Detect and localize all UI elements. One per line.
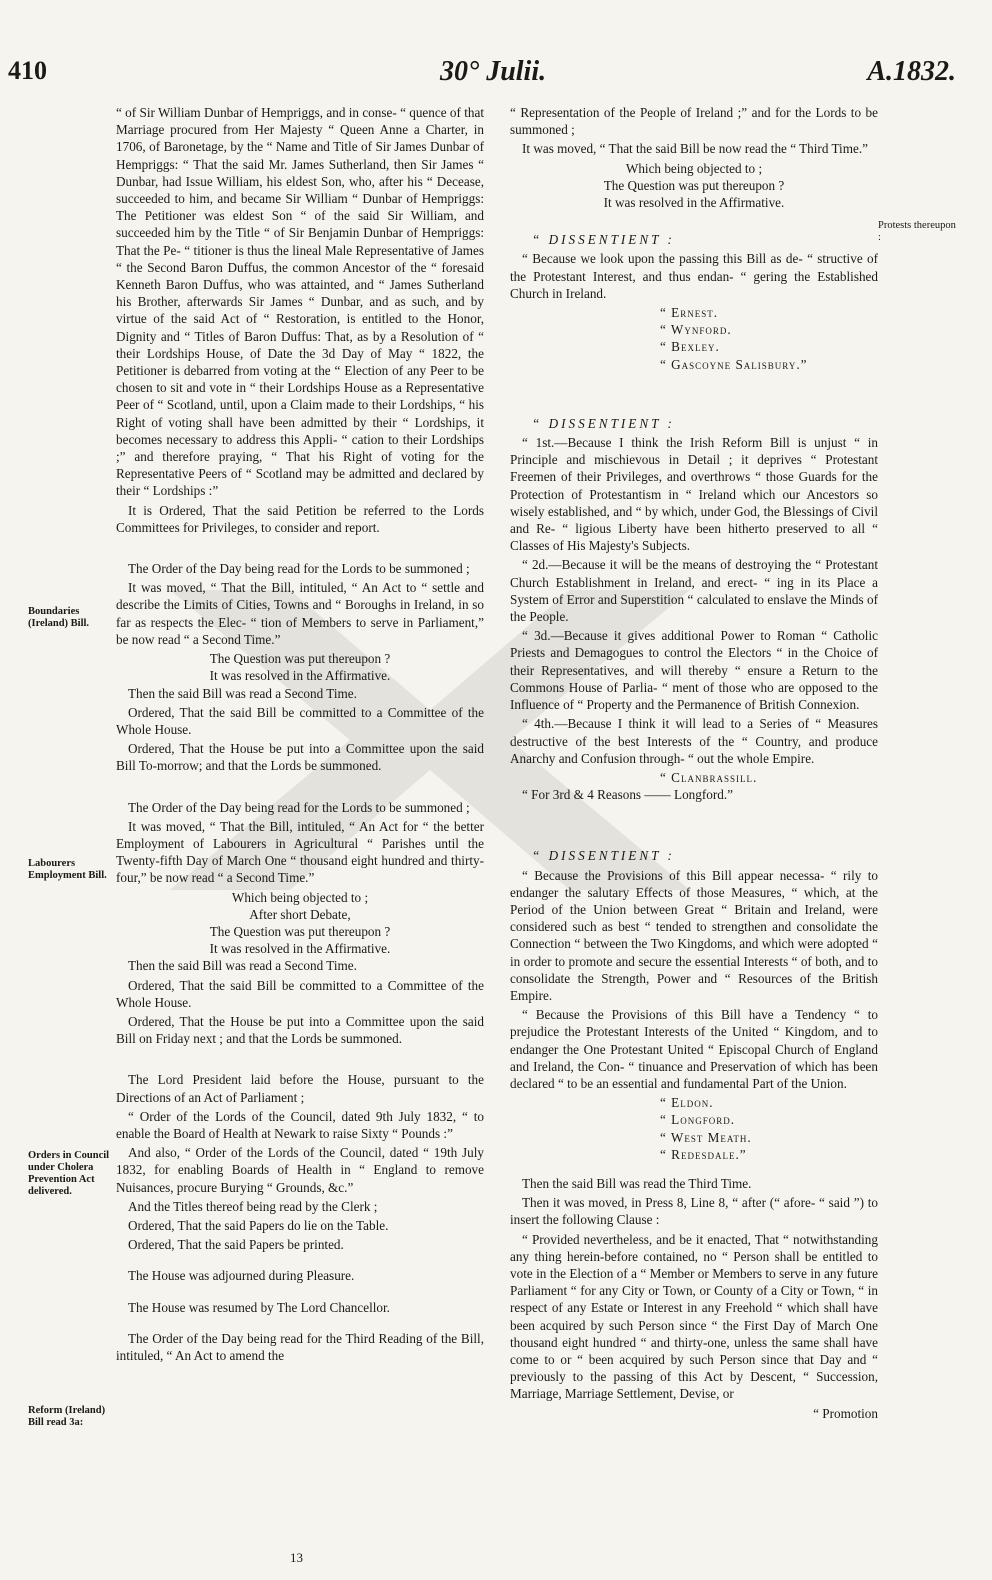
boundaries-motion: It was moved, “ That the Bill, intituled, “ An Act to “ settle and describe the Limits of Cities, Towns and “ Boroughs in Ireland, in so far as respects the Elec- “ tion of Members to serve in Parliament,” be now read “ a Second Time.” [116,580,484,647]
dissentient-heading-2: “ DISSENTIENT : [532,415,675,431]
labourers-resolved: It was resolved in the Affirmative. [209,941,391,957]
page-date: 30° Julii. [440,56,547,87]
house-adjourned: The House was adjourned during Pleasure. [128,1268,355,1284]
catchword: “ Promotion [813,1405,878,1421]
signature-wynford: “ Wynford. [660,322,732,338]
dissentient-3-first: “ Because the Provisions of this Bill appear necessa- “ rily to endanger the salutary Effects of those Measures, “ which, at the Period of the Union between Great “ Britain and Ireland, were considered such as best “ tended to strengthen and consolidate the Connection “ between the Two Kingdoms, and which were adopted “ in order to promote and secure the essential Interests “ of both, and to consolidate the Strength, Power and “ Resources of the British Empire. [510,867,878,1003]
labourers-motion: It was moved, “ That the Bill, intituled, “ An Act for “ the better Employment of Labourers in Agricultural “ Parishes until the Twenty-fifth Day of March One “ thousand eight hundred and thirty-four,” be now read “ a Second Time.” [116,818,484,886]
margin-note-boundaries: Boundaries (Ireland) Bill. [28,606,90,629]
labourers-question: The Question was put thereupon ? [209,923,391,939]
left-column [116,104,484,1366]
margin-note-orders: Orders in Council under Cholera Prevention Act delivered. [28,1150,110,1197]
third-reading: Then the said Bill was read the Third Time. [522,1175,752,1191]
dissentient-1-text: “ Because we look upon the passing this Bill as de- “ structive of the Protestant Interest, and thus endan- “ gering the Established Church in Ireland. [510,251,878,301]
signature-bexley: “ Bexley. [660,339,720,355]
labourers-order-of-day: The Order of the Day being read for the Lords to be summoned ; [128,799,470,815]
orders-england: And also, “ Order of the Lords of the Council, dated “ 19th July 1832, for enabling Boards of Health in “ England to remove Nuisances, procure Burying “ Grounds, &c.” [116,1145,484,1195]
orders-newark: “ Order of the Lords of the Council, dated 9th July 1832, “ to enable the Board of Health at Newark to raise Sixty “ Pounds :” [116,1108,484,1141]
boundaries-committee-tomorrow: Ordered, That the House be put into a Committee upon the said Bill To-morrow; and that the Lords be summoned. [116,741,484,774]
orders-laid: The Lord President laid before the House, pursuant to the Directions of an Act of Parliament ; [116,1072,484,1105]
dissentient-heading-3: “ DISSENTIENT : [532,848,675,864]
clause-motion: Then it was moved, in Press 8, Line 8, “ after (“ afore- “ said ”) to insert the following Clause : [510,1195,878,1228]
signature-longford: “ Longford. [660,1112,736,1128]
reform-motion: It was moved, “ That the said Bill be now read the “ Third Time.” [522,141,868,157]
signature-eldon: “ Eldon. [660,1095,714,1111]
reform-question: The Question was put thereupon ? [603,177,785,193]
orders-titles-read: And the Titles thereof being read by the Clerk ; [128,1198,378,1214]
labourers-second-reading: Then the said Bill was read a Second Time. [128,958,357,974]
margin-note-protests: Protests thereupon : [878,220,956,243]
signature-gascoyne-salisbury: “ Gascoyne Salisbury.” [660,356,808,372]
petition-text: “ of Sir William Dunbar of Hempriggs, and in conse- “ quence of that Marriage procured from Her Majesty “ Queen Anne a Charter, in 1706, of Baronetage, by the “ Name and Title of Sir James Dunbar of Hempriggs: “ That the said Mr. James Sutherland, then Sir James “ Dunbar, had Issue William, his eldest Son, who, after his “ Decease, succeeded to him, and became Sir William “ Dunbar of Hempriggs: The Petitioner was eldest Son “ of the said Sir William, and succeeded him by the Title “ of Sir Benjamin Dunbar of Hempriggs: That the Pe- “ titioner is thus the lineal Male Representative of James “ the Second Baron Duffus, the common Ancestor of the “ foresaid Kenneth Baron Duffus, who was attainted, and “ James Sutherland his Brother, afterwards Sir James “ Dunbar, and as such, and by virtue of the said Act of “ Restoration, is entitled to the Honor, Dignity and “ Titles of Baron Duffus: That, as by a Resolution of “ their Lordships House, of Date the 3d Day of May “ 1822, the Petitioner is debarred from voting at the “ Election of any Peer to be chosen to sit and vote in “ their Lordships House as a Representative Peer of “ Scotland, until, upon a Claim made to their Lordships, “ his Right of voting shall have been admitted by their “ Lordships, it becomes necessary to address this Appli- “ cation to their Lordships ;” and therefore praying, “ That his Right of voting for the Representative Peers of “ Scotland may be admitted and declared by their “ Lordships :” [116,105,484,499]
signature-redesdale: “ Redesdale.” [660,1146,747,1162]
labourers-objected: Which being objected to ; [231,889,369,905]
signature-longford-reasons: “ For 3rd & 4 Reasons —— Longford.” [522,787,733,803]
boundaries-committed: Ordered, That the said Bill be committed to a Committee of the Whole House. [116,704,484,737]
labourers-committed: Ordered, That the said Bill be committed to a Committee of the Whole House. [116,977,484,1010]
signature-ernest: “ Ernest. [660,305,719,321]
reform-continuation: “ Representation of the People of Ireland ;” and for the Lords to be summoned ; [510,105,878,138]
dissentient-2-third: “ 3d.—Because it gives additional Power to Roman “ Catholic Priests and Demagogues to control the Electors “ in the Choice of their Representatives, and will thereby “ ensure a Return to the Commons House of Parlia- “ ment of those who are opposed to the Influence of “ Property and the Permanence of British Connexion. [510,628,878,713]
signature-clanbrassill: “ Clanbrassill. [660,769,758,785]
footer-signature-mark: 13 [290,1550,303,1565]
page-year: A.1832. [867,56,956,87]
labourers-committee-friday: Ordered, That the House be put into a Committee upon the said Bill on Friday next ; and that the Lords be summoned. [116,1013,484,1047]
boundaries-resolved: It was resolved in the Affirmative. [209,668,391,684]
signature-west-meath: “ West Meath. [660,1129,752,1145]
dissentient-2-fourth: “ 4th.—Because I think it will lead to a Series of “ Measures destructive of the best Interests of the “ Country, and produce Anarchy and Confusion through- “ out the whole Empire. [510,716,878,766]
dissentient-2-first: “ 1st.—Because I think the Irish Reform Bill is unjust “ in Principle and mischievous in Detail ; it deprives “ Protestant Freemen of their Privileges, and overthrows “ those Guards for the Protection of Protestantism in “ Ireland which our Ancestors so wisely established, and “ by which, under God, the Blessings of Civil and Re- “ ligious Liberty have been hitherto preserved to all “ Classes of His Majesty's Subjects. [510,435,878,554]
labourers-debate: After short Debate, [249,906,351,922]
page-number: 410 [8,56,47,85]
dissentient-2-second: “ 2d.—Because it will be the means of destroying the “ Protestant Church Establishment in Ireland, and erect- “ ing in its Place a System of Error and Superstition “ calculated to enslave the Minds of the People. [510,557,878,625]
dissentient-heading-1: “ DISSENTIENT : [532,232,675,248]
reform-order-of-day: The Order of the Day being read for the Third Reading of the Bill, intituled, “ An Act to amend the [116,1330,484,1363]
dissentient-3-second: “ Because the Provisions of this Bill have a Tendency “ to prejudice the Protestant Interests of the United “ Kingdom, and to endanger the One Protestant United “ Episcopal Church of England and Ireland, the Con- “ tinuance and Preservation of which has been declared “ to be an essential and fundamental Part of the Union. [510,1007,878,1091]
boundaries-order-of-day: The Order of the Day being read for the Lords to be summoned ; [128,561,470,577]
margin-note-reform: Reform (Ireland) Bill read 3a: [28,1405,106,1428]
right-column [510,104,878,1424]
petition-order: It is Ordered, That the said Petition be referred to the Lords Committees for Privileges, to consider and report. [116,502,484,535]
reform-objected: Which being objected to ; [625,160,763,176]
house-resumed: The House was resumed by The Lord Chancellor. [128,1299,390,1315]
proviso-clause: “ Provided nevertheless, and be it enacted, That “ notwithstanding any thing herein-before contained, no “ Person shall be entitled to vote in the Election of a “ Member or Members to serve in any future Parliament “ for any City or Town, or County of a City or Town, “ in respect of any Estate or Interest in any Freehold “ which shall have been acquired by such Person since “ the First Day of March One thousand eight hundred “ and thirty-one, unless the same shall have come to or “ been acquired by such Person since that Day and “ previously to the passing of this Act by Descent, “ Succession, Marriage, Marriage Settlement, Devise, or [510,1231,878,1402]
boundaries-question: The Question was put thereupon ? [209,651,391,667]
reform-resolved: It was resolved in the Affirmative. [603,195,785,211]
boundaries-second-reading: Then the said Bill was read a Second Time. [128,685,357,701]
orders-lie-on-table: Ordered, That the said Papers do lie on the Table. [128,1217,389,1233]
margin-note-labourers: Labourers Employment Bill. [28,858,107,881]
orders-printed: Ordered, That the said Papers be printed. [128,1237,344,1253]
